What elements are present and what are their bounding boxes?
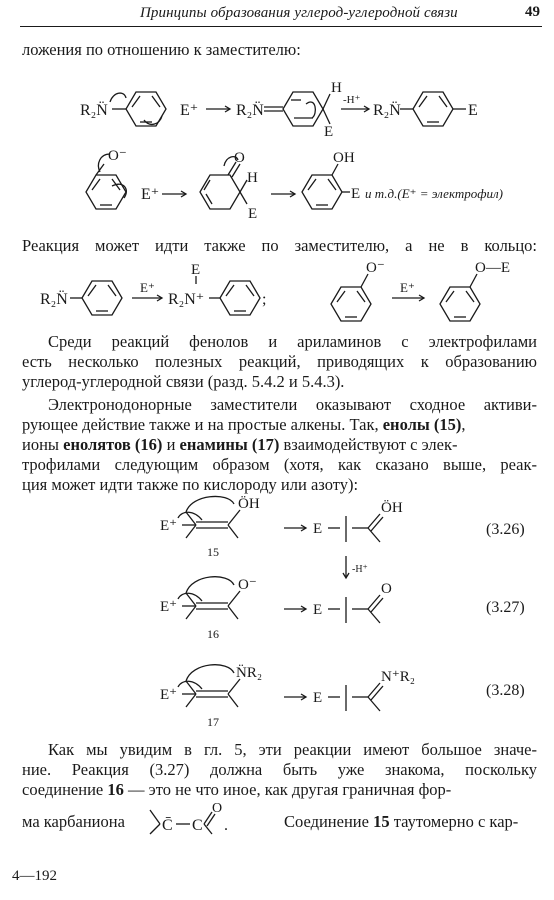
para-top-line: ложения по отношению к заместителю: [22,40,301,59]
term-compound-16: 16 [107,780,124,799]
para-donors-line-5: ция может идти также по кислороду или азоту): [22,475,359,494]
eq3-eplus: E⁺ [160,687,178,703]
s1-eplus-label: E⁺ [180,102,199,119]
scheme-aniline-substitution [0,76,554,144]
s1-h-label: H [331,80,342,96]
para-closing-line-3-text-a: соединение [22,780,108,799]
para-donors-line-1: Электронодонорные заместители оказывают сходное активи- [48,395,537,414]
para-donors-line-3-text-a: ионы [22,435,64,454]
eq1-compound: 15 [207,545,219,559]
para-donors-line-3-text-c: и [162,435,180,454]
eq2-eplus: E⁺ [160,599,178,615]
para-phenols-line-3: углерод-углеродной связи (разд. 5.4.2 и 5.4.3). [22,372,345,391]
para-donors-line-2-comma: , [461,415,466,434]
s3-eplus-label: E⁺ [140,280,155,295]
eq1-e: E [313,521,323,537]
s3-semicolon: ; [262,291,267,308]
s1-minus-h-label: -H⁺ [343,94,361,106]
eq-number-3-27: (3.27) [486,599,525,616]
eq-number-3-28: (3.28) [486,682,525,699]
s2-note: и т.д.(E⁺ = электрофил) [365,186,503,201]
carbanion-period: . [224,817,228,834]
term-enolates: енолятов (16) [63,435,163,454]
footer-signature: 4—192 [12,868,57,884]
para-phenols-line-1: Среди реакций фенолов и ариламинов с электрофилами [48,332,537,351]
term-compound-15: 15 [373,812,390,831]
s2-e-label: E [248,206,258,222]
eq2-o-minus: O⁻ [238,577,257,593]
para-donors [22,395,537,495]
s2-oh-label: OH [333,150,355,166]
para-closing-line-4-word: Соединение [284,812,374,831]
s3-e-label: E [191,262,201,278]
eq3-nr2-plus: N⁺R₂ [381,669,415,685]
term-enamines: енамины (17) [179,435,280,454]
s1-e-label: E [324,124,334,140]
eq-arrow-minus-h: -H⁺ [352,564,368,575]
eq2-e: E [313,602,323,618]
para-closing-line-4-text-b [284,812,518,832]
para-closing-line-3-text-c: — это не что иное, как другая граничная фор- [123,780,452,799]
s2-product-e-label: E [351,186,361,202]
s3-o-e-label: O—E [475,260,510,276]
para-reaction-line: Реакция может идти также по заместителю, а не в кольцо: [22,236,537,255]
eq-number-3-26: (3.26) [486,521,525,538]
para-phenols-line-2: есть несколько полезных реакций, приводящих к образованию [22,352,537,371]
eq1-eplus: E⁺ [160,518,178,534]
para-closing-line-4-tail: таутомерно с кар- [389,812,519,831]
s1-r2n-label: R₂N̈ [80,102,108,119]
para-closing-line-4 [22,801,537,836]
s2-eplus-label: E⁺ [141,186,160,203]
carbanion-c-minus: C̄ [162,817,173,834]
para-closing-line-1: Как мы увидим в гл. 5, эти реакции имеют большое значе- [48,740,537,759]
s1-r2n-plus-label: R₂N̈ [236,102,264,119]
eq3-e: E [313,690,323,706]
para-donors-line-3 [22,435,537,455]
para-reaction [22,236,537,256]
equations-block [0,490,554,730]
carbanion-o: O [212,801,223,816]
running-head-title: Принципы образования углерод-углеродной связи [140,5,458,21]
s3-o-minus-label: O⁻ [366,260,385,276]
s2-h-label: H [247,170,258,186]
term-enols: енолы (15) [382,415,462,434]
s1-product-e-label: E [468,102,478,119]
page-number: 49 [525,4,540,20]
para-donors-line-3-text-e: взаимодействуют с элек- [279,435,458,454]
s3-r2n-label: R₂N̈ [40,291,68,308]
s3-r2n-plus-label: R₂N⁺ [168,291,205,308]
para-closing-line-2: ние. Реакция (3.27) должна быть уже знакома, поскольку [22,760,537,779]
s3-eplus-2-label: E⁺ [400,280,415,295]
s2-o-minus-label: O⁻ [108,148,127,164]
running-head [20,4,542,27]
scheme-phenoxide-substitution [0,142,554,222]
para-donors-line-4: трофилами следующим образом (хотя, как сказано выше, реак- [22,455,537,474]
eq2-compound: 16 [207,627,219,641]
s1-product-r2n-label: R₂N̈ [373,102,401,119]
para-closing-line-3 [22,780,537,800]
carbanion-structure [144,800,264,836]
carbanion-c: C [192,817,203,834]
eq2-o: O [381,581,392,597]
eq1-oh-plus: ÖH [381,500,403,516]
eq3-nr2: N̈R₂ [236,665,263,681]
para-top [22,40,537,60]
para-phenols [22,332,537,392]
para-donors-line-2 [22,415,537,435]
eq1-oh: ÖH [238,496,260,512]
s2-o-label: O [234,150,245,166]
eq3-compound: 17 [207,715,219,729]
para-donors-line-2-text: рующее действие также и на простые алкены. Так, [22,415,383,434]
scheme-substituent-attack [0,258,554,328]
para-closing-line-4-text-a: ма карбаниона [22,812,125,831]
para-closing [22,740,537,800]
